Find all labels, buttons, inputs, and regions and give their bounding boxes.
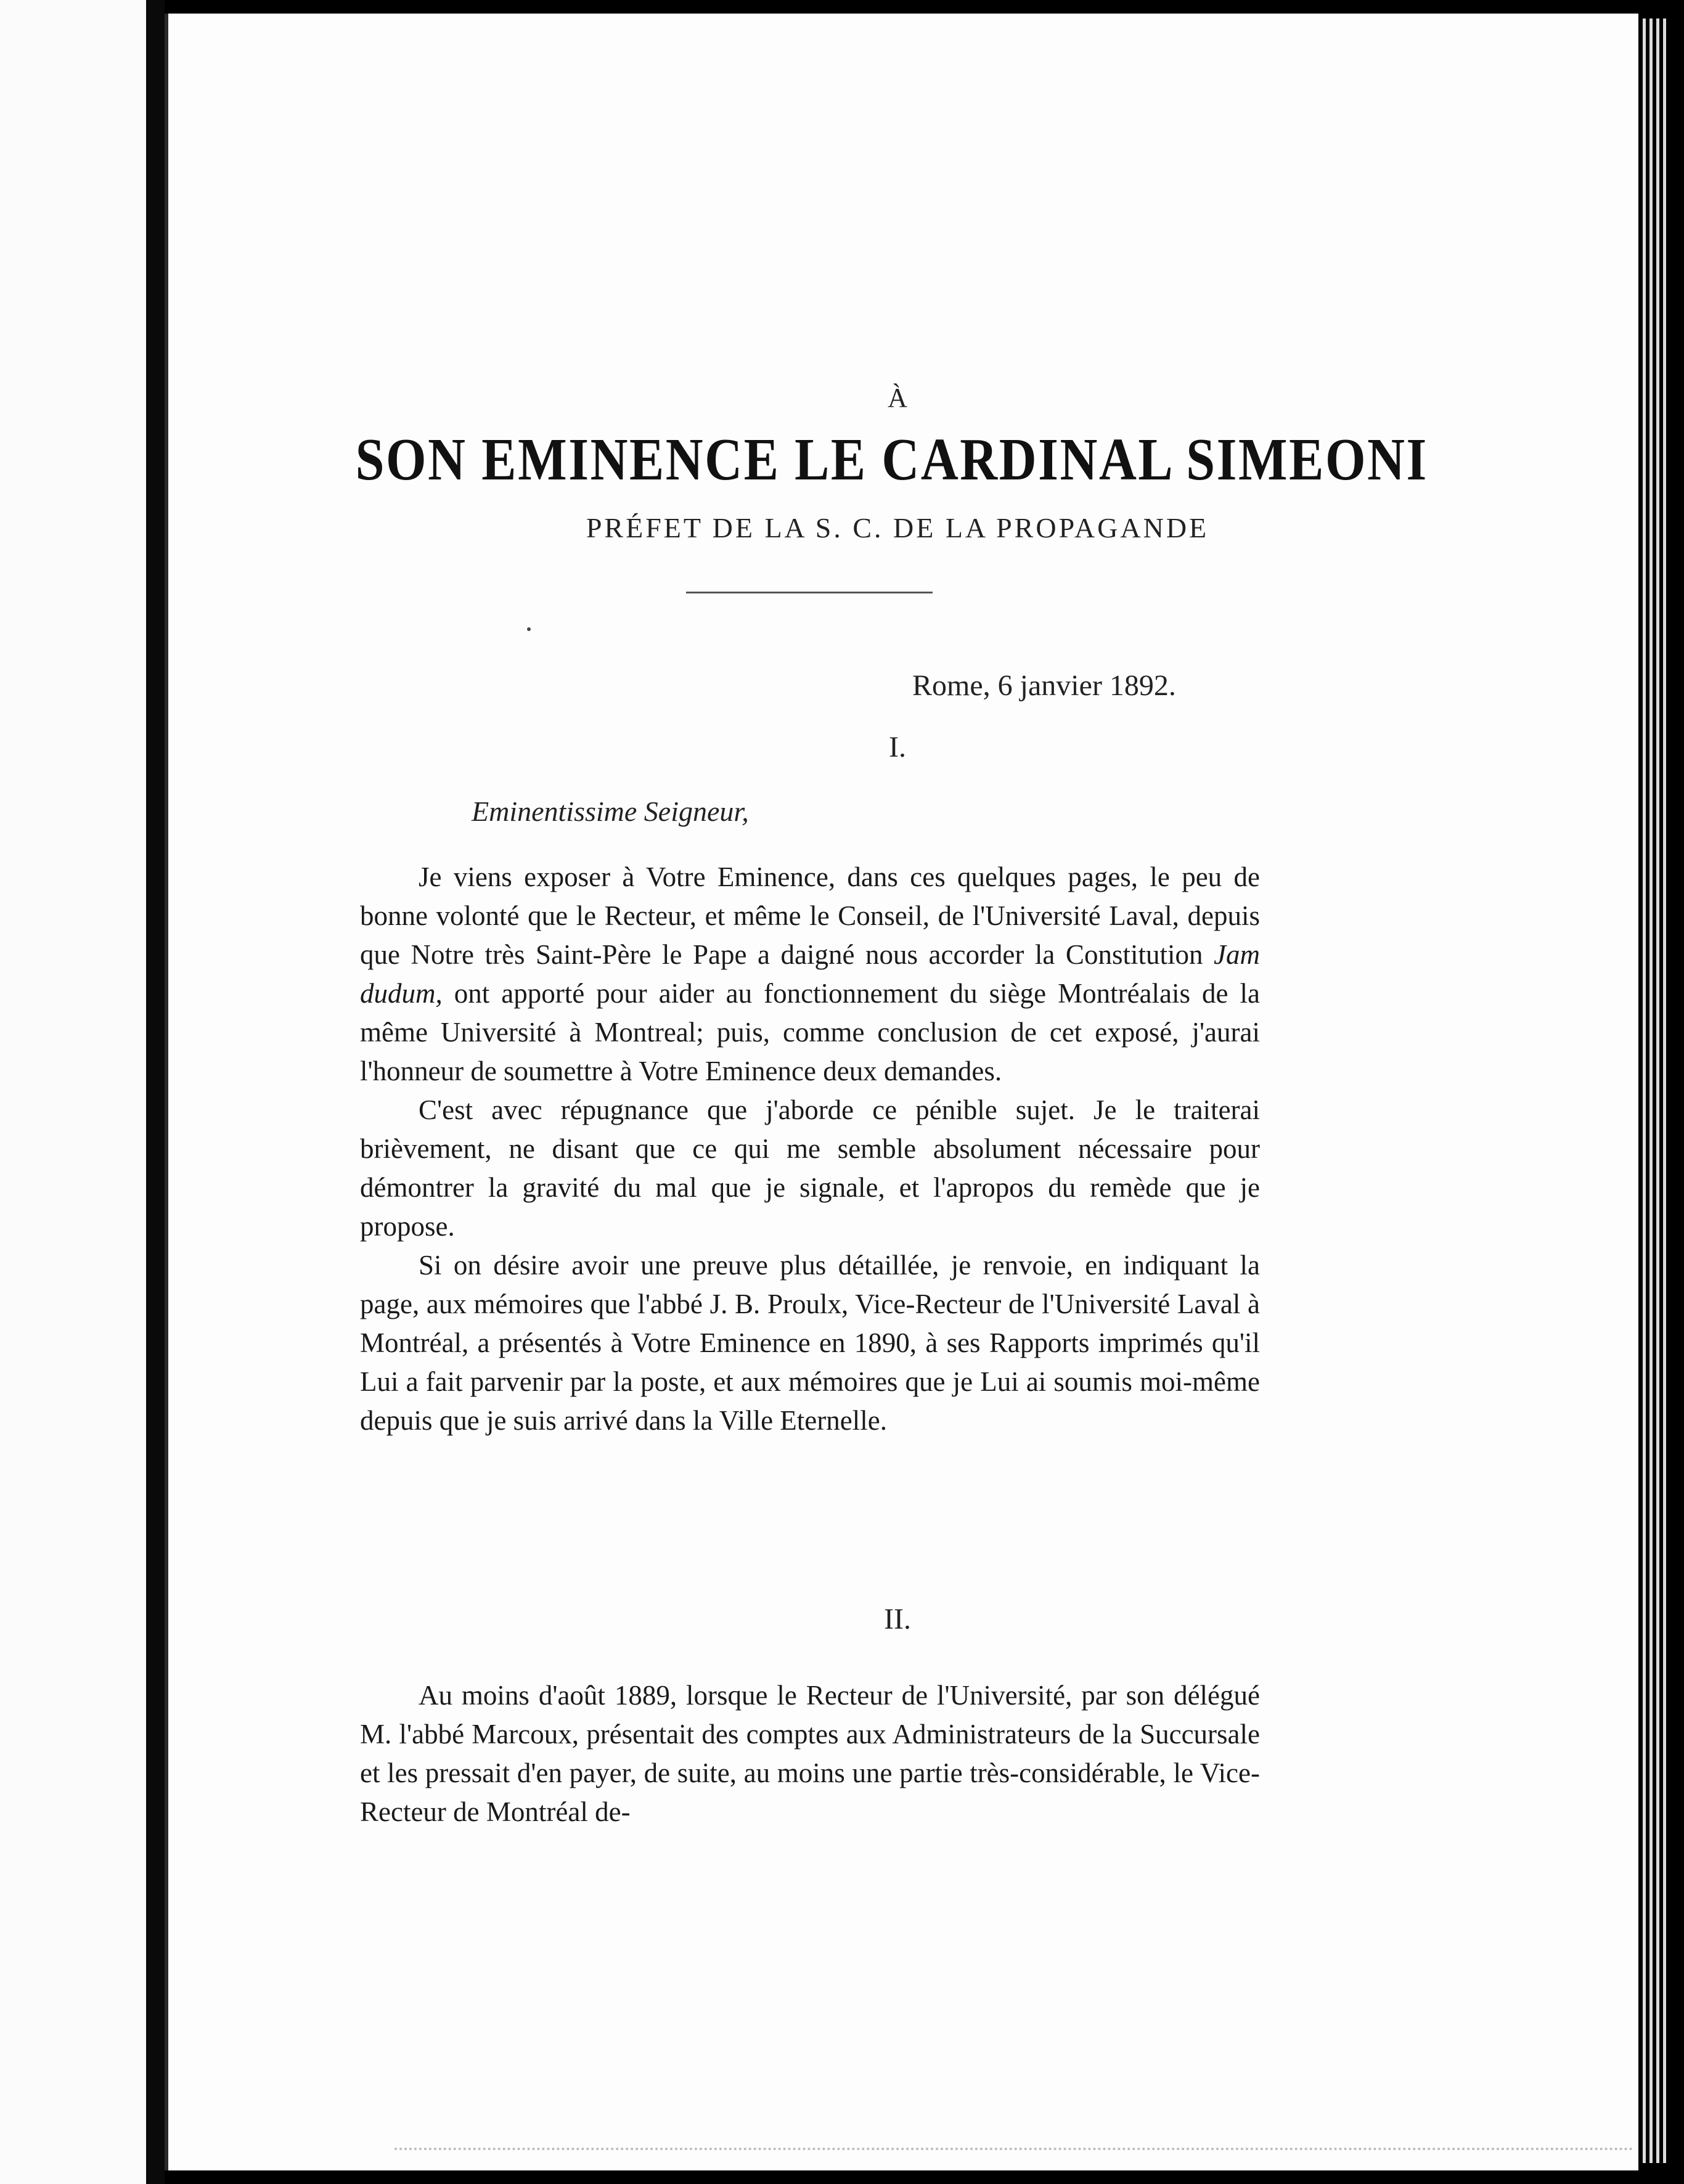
bottom-edge-dots <box>394 2148 1633 2150</box>
section-number: I. <box>889 731 906 764</box>
paragraph: C'est avec répugnance que j'aborde ce pénible sujet. Je le traiterai brièvement, ne disant que ce qui me semble absolument nécessaire pour démontrer la gravité du mal que je signale, et l'apropos du remède que je propose. <box>360 1094 1260 1242</box>
italic-title: Jam dudum, <box>360 939 1260 1009</box>
paragraph: Je viens exposer à Votre Eminence, dans ces quelques pages, le peu de bonne volonté que le Recteur, et même le Conseil, de l'Université Laval, depuis que Notre très Saint-Père le Pape a daigné nous accorder la Constitution Jam dudum, ont apporté pour aider au fonctionnement du siège Montréalais de la même Université à Montreal; puis, comme conclusion de cet exposé, j'aurai l'honneur de soumettre à Votre Eminence deux demandes. <box>360 862 1260 1086</box>
page-edge <box>1643 18 1646 2163</box>
page-edge <box>1656 18 1659 2163</box>
page-title: SON EMINENCE LE CARDINAL SIMEONI <box>355 426 1428 493</box>
book-gutter <box>146 0 165 2184</box>
page-subtitle: PRÉFET DE LA S. C. DE LA PROPAGANDE <box>586 512 1209 544</box>
previous-page-margin <box>0 0 146 2184</box>
title-divider <box>686 592 933 593</box>
ink-speck <box>527 627 531 631</box>
dedication-letter: À <box>888 383 907 413</box>
paragraph: Si on désire avoir une preuve plus détaillée, je renvoie, en indiquant la page, aux mémoires que l'abbé J. B. Proulx, Vice-Recteur de l'Université Laval à Montréal, a présentés à Votre Eminence en 1890, à ses Rapports imprimés qu'il Lui a fait parvenir par la poste, et aux mémoires que je Lui ai soumis moi-même depuis que je suis arrivé dans la Ville Eternelle. <box>360 1250 1260 1436</box>
page-edge <box>1663 18 1666 2163</box>
page-edge <box>1649 18 1653 2163</box>
section-1-body <box>360 858 1260 1440</box>
section-2-body <box>360 1676 1260 1832</box>
section-number: II. <box>884 1603 911 1636</box>
paragraph: Au moins d'août 1889, lorsque le Recteur de l'Université, par son délégué M. l'abbé Marcoux, présentait des comptes aux Administrateurs de la Succursale et les pressait d'en payer, de suite, au moins une partie très-considérable, le Vice-Recteur de Montréal de- <box>360 1680 1260 1827</box>
salutation: Eminentissime Seigneur, <box>472 796 749 827</box>
dateline: Rome, 6 janvier 1892. <box>912 669 1176 702</box>
